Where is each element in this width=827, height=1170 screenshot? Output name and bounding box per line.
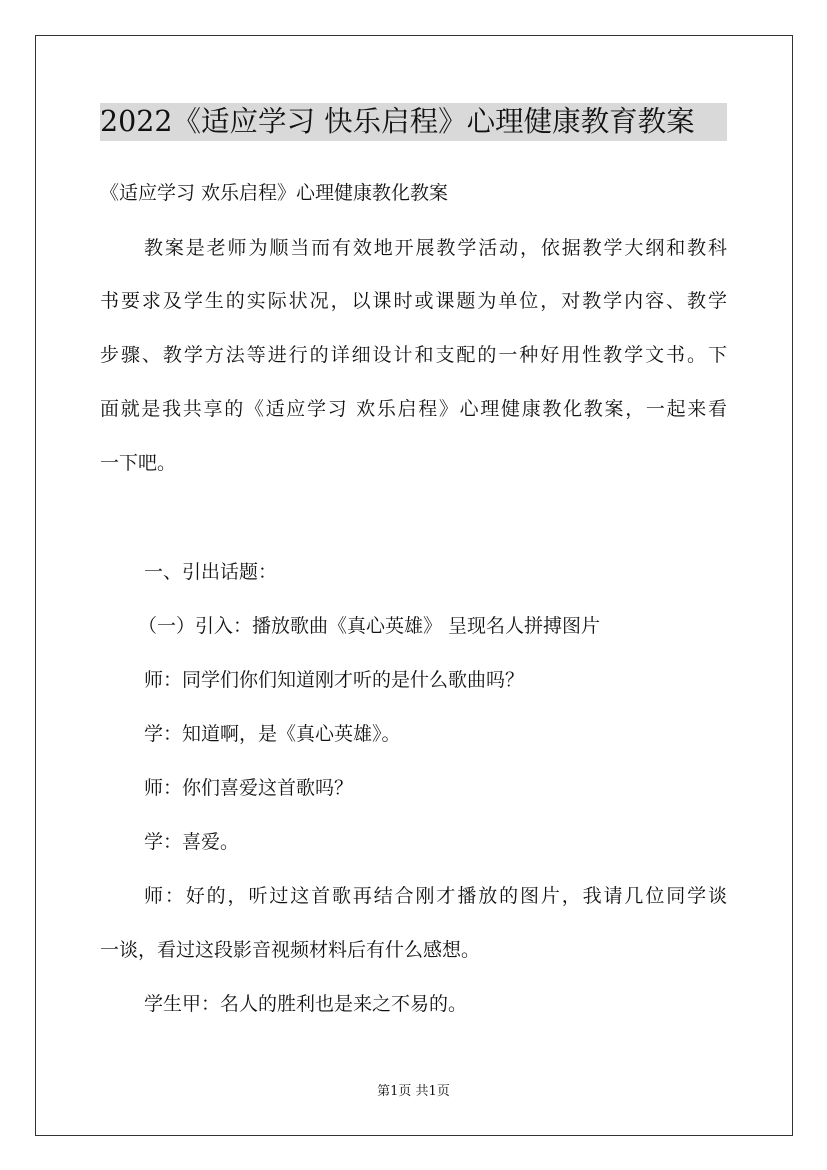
document-subtitle: 《适应学习 欢乐启程》心理健康教化教案 [100,182,449,204]
student-a-line: 学生甲：名人的胜利也是来之不易的。 [144,993,468,1015]
intro-line-4: 面就是我共享的《适应学习 欢乐启程》心理健康教化教案，一起来看 [100,398,727,420]
dialogue-line-2: 学：知道啊，是《真心英雄》。 [144,723,401,745]
dialogue-line-3: 师：你们喜爱这首歌吗？ [144,777,354,799]
dialogue-line-4: 学：喜爱。 [144,831,240,853]
intro-line-5: 一下吧。 [100,452,177,474]
dialogue-long-line-1: 师：好的，听过这首歌再结合刚才播放的图片，我请几位同学谈 [144,885,727,907]
intro-line-3: 步骤、教学方法等进行的详细设计和支配的一种好用性教学文书。下 [100,344,727,366]
section-heading: 一、引出话题： [144,561,278,583]
dialogue-long-line-2: 一谈，看过这段影音视频材料后有什么感想。 [100,939,481,961]
intro-line-1: 教案是老师为顺当而有效地开展教学活动，依据教学大纲和教科 [144,237,727,259]
intro-line-2: 书要求及学生的实际状况，以课时或课题为单位，对教学内容、教学 [100,290,727,312]
section-subheading: （一）引入：播放歌曲《真心英雄》 呈现名人拼搏图片 [138,615,601,637]
dialogue-line-1: 师：同学们你们知道刚才听的是什么歌曲吗？ [144,669,525,691]
document-title: 2022《适应学习 快乐启程》心理健康教育教案 [100,103,727,141]
page-number: 第1页 共1页 [377,1084,450,1099]
